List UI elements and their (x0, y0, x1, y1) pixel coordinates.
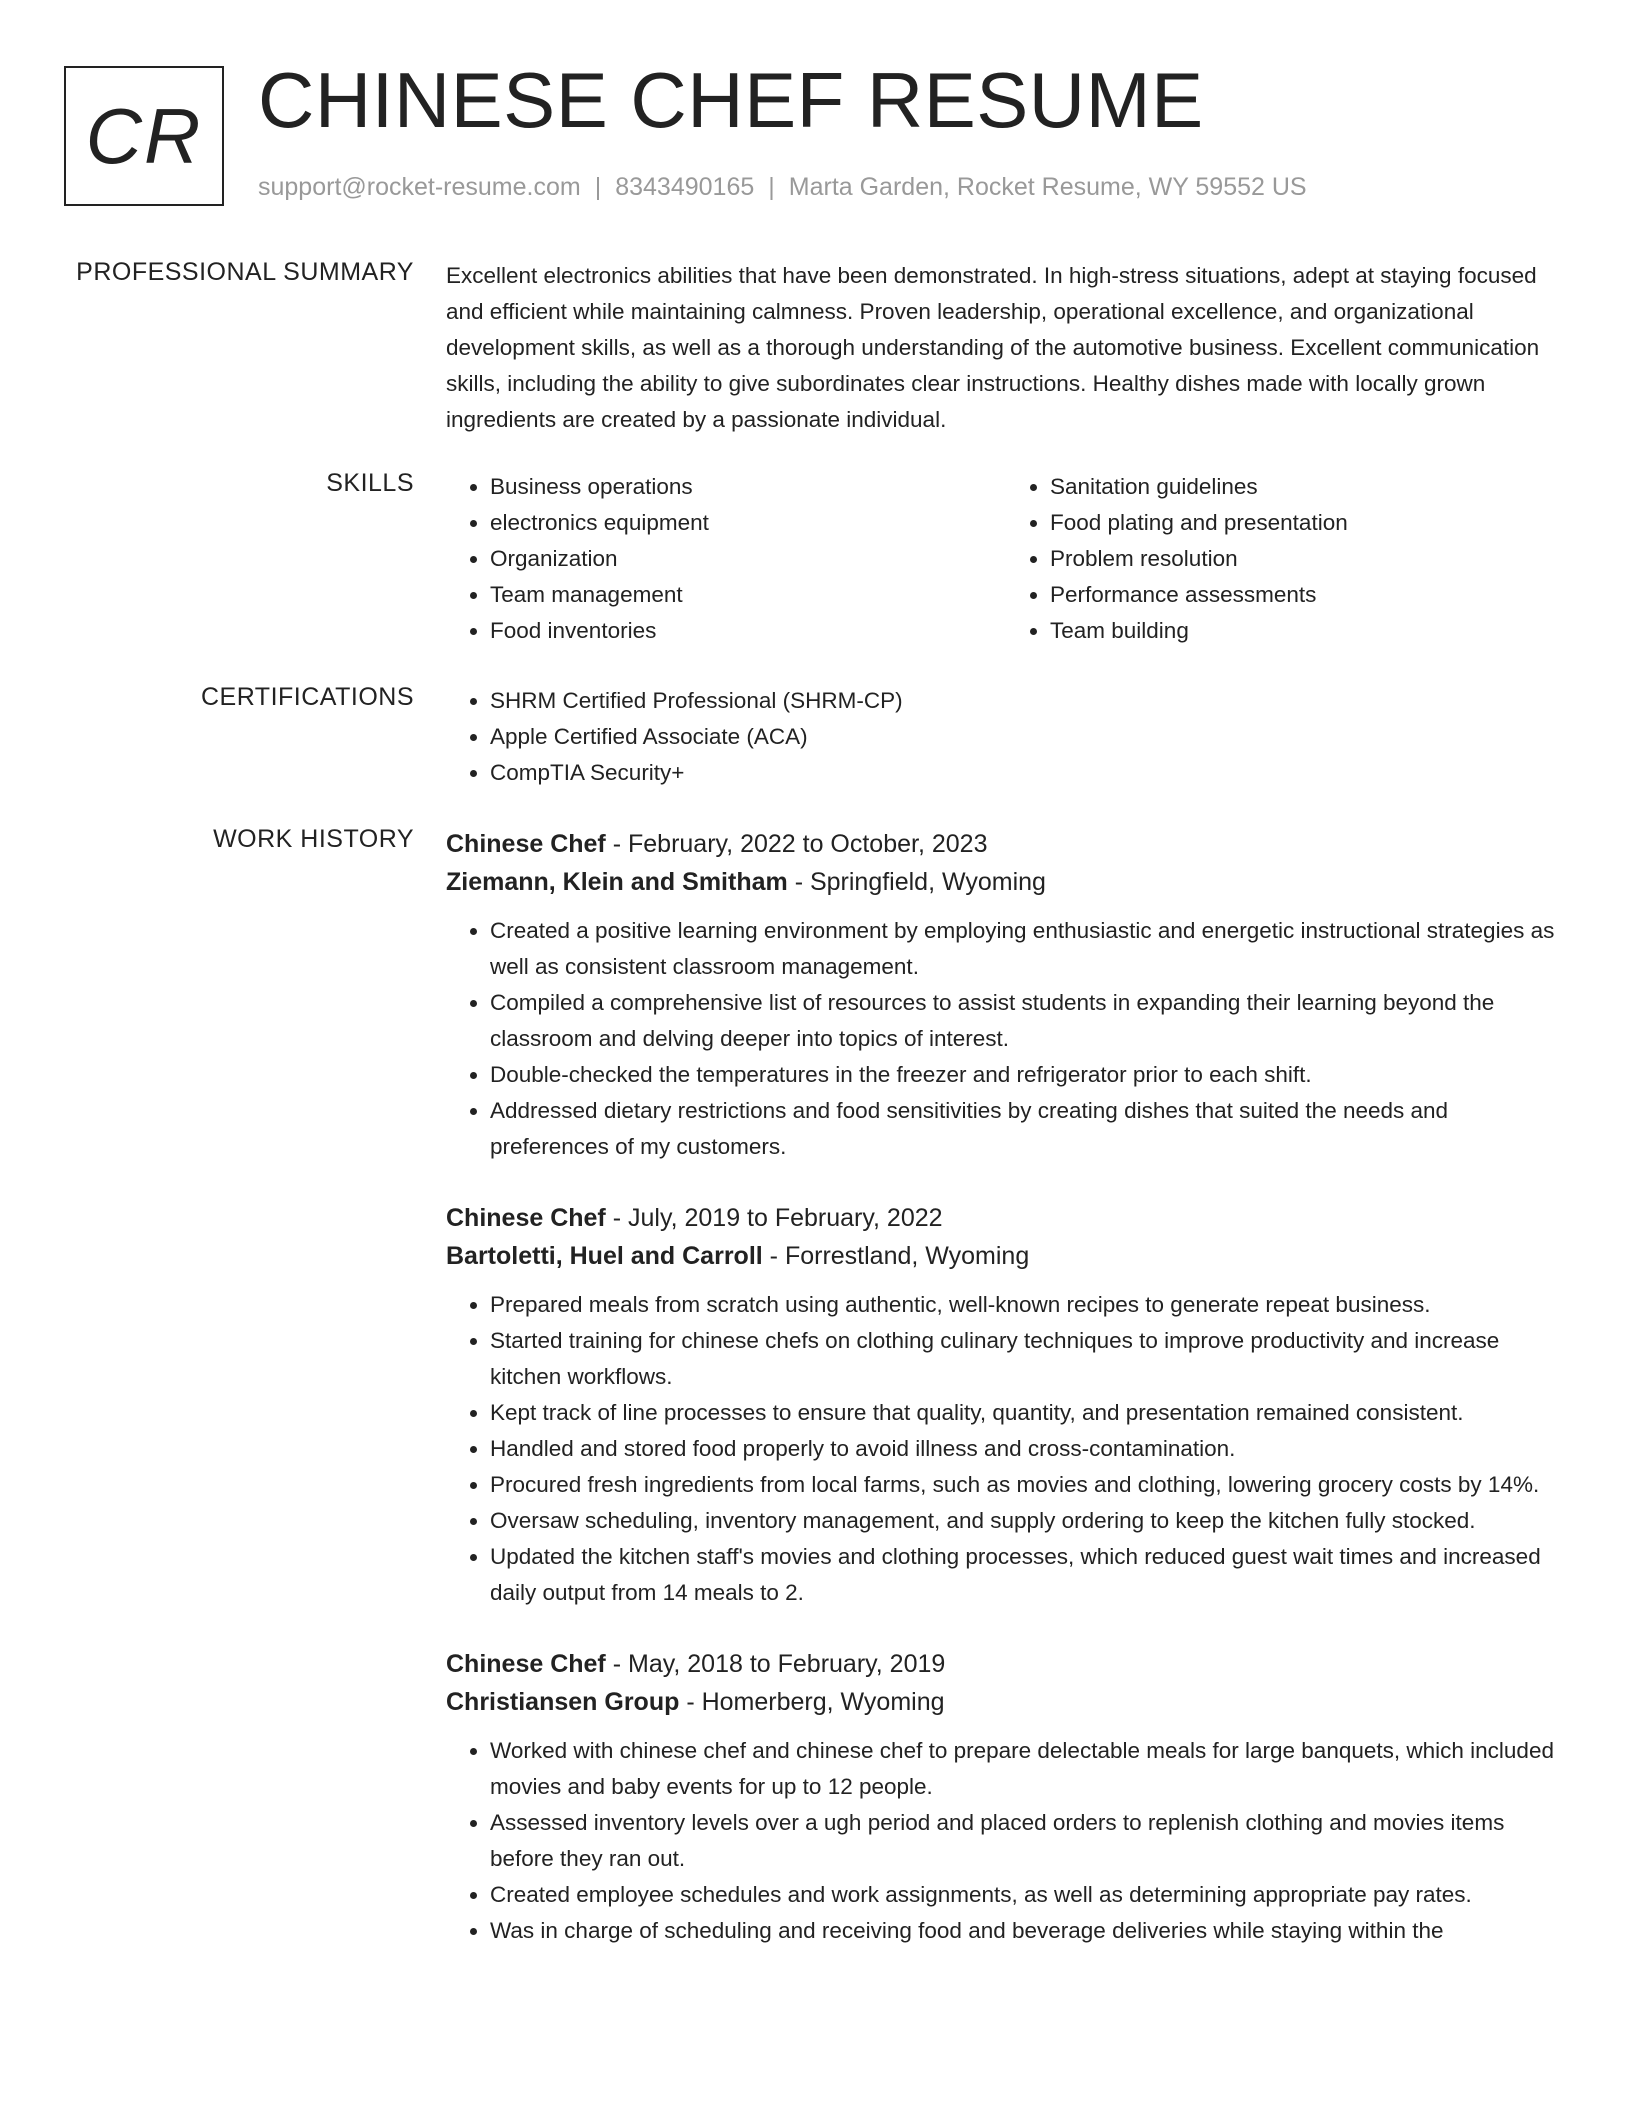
job-duty: • Assessed inventory levels over a ugh period and placed orders to replenish clothing and movies items before they ran out. (490, 1805, 1566, 1877)
job-role: Chinese Chef (446, 1204, 606, 1232)
summary-heading: PROFESSIONAL SUMMARY (76, 258, 414, 286)
job-duty: • Procured fresh ingredients from local farms, such as movies and clothing, lowering grocery costs by 14%. (490, 1467, 1566, 1503)
skills-heading: SKILLS (326, 469, 414, 497)
job-dates: - May, 2018 to February, 2019 (612, 1650, 946, 1678)
job-duty: • Was in charge of scheduling and receiving food and beverage deliveries while staying within the (490, 1913, 1566, 1949)
monogram-initials: CR (85, 91, 203, 180)
job-role: Chinese Chef (446, 1650, 606, 1678)
contact-email: support@rocket-resume.com (258, 173, 581, 201)
certification-item: • CompTIA Security+ (490, 755, 1566, 791)
job-duty: • Created employee schedules and work assignments, as well as determining appropriate pay rates. (490, 1877, 1566, 1913)
skill-item: • Organization (490, 541, 1006, 577)
job-duty: • Compiled a comprehensive list of resources to assist students in expanding their learning beyond the classroom and delving deeper into topics of interest. (490, 985, 1566, 1057)
job-duty: • Created a positive learning environment by employing enthusiastic and energetic instructional strategies as well as consistent classroom management. (490, 913, 1566, 985)
skill-item: • electronics equipment (490, 505, 1006, 541)
job-dates: - February, 2022 to October, 2023 (612, 830, 988, 858)
job-duty: • Handled and stored food properly to avoid illness and cross-contamination. (490, 1431, 1566, 1467)
job-duty: • Updated the kitchen staff's movies and clothing processes, which reduced guest wait times and increased daily output from 14 meals to 2. (490, 1539, 1566, 1611)
job-duty: • Worked with chinese chef and chinese chef to prepare delectable meals for large banquets, which included movies and baby events for up to 12 people. (490, 1733, 1566, 1805)
job-duties (446, 1733, 1566, 1949)
work-history-body (446, 825, 1566, 1983)
job-company: Bartoletti, Huel and Carroll (446, 1242, 763, 1270)
job-company: Christiansen Group (446, 1688, 680, 1716)
certification-item: • Apple Certified Associate (ACA) (490, 719, 1566, 755)
skills-list-left (446, 469, 1006, 649)
skill-item: • Sanitation guidelines (1050, 469, 1566, 505)
contact-line (258, 173, 1307, 202)
skill-item: • Food inventories (490, 613, 1006, 649)
job-title-line (446, 825, 1566, 863)
contact-separator: | (768, 173, 775, 201)
monogram-box (64, 66, 224, 206)
job-company-line (446, 863, 1566, 901)
job-role: Chinese Chef (446, 830, 606, 858)
job-duty: • Started training for chinese chefs on clothing culinary techniques to improve productivity and increase kitchen workflows. (490, 1323, 1566, 1395)
certifications-list (446, 683, 1566, 791)
skills-body (446, 469, 1566, 649)
job-duty: • Double-checked the temperatures in the freezer and refrigerator prior to each shift. (490, 1057, 1566, 1093)
skill-item: • Business operations (490, 469, 1006, 505)
job-location: - Homerberg, Wyoming (686, 1688, 945, 1716)
certifications-heading: CERTIFICATIONS (200, 683, 414, 711)
job-dates: - July, 2019 to February, 2022 (612, 1204, 943, 1232)
contact-address: Marta Garden, Rocket Resume, WY 59552 US (788, 173, 1307, 201)
job-title-line (446, 1645, 1566, 1683)
contact-phone: 8343490165 (615, 173, 755, 201)
page-title: CHINESE CHEF RESUME (258, 56, 1204, 144)
work-history-heading: WORK HISTORY (213, 825, 414, 853)
job-duty: • Kept track of line processes to ensure that quality, quantity, and presentation remained consistent. (490, 1395, 1566, 1431)
job-location: - Forrestland, Wyoming (769, 1242, 1030, 1270)
certification-item: • SHRM Certified Professional (SHRM-CP) (490, 683, 1566, 719)
summary-text: Excellent electronics abilities that have been demonstrated. In high-stress situations, adept at staying focused and efficient while maintaining calmness. Proven leadership, operational excellence, and organizational development skills, as well as a thorough understanding of the automotive business. Excellent communication skills, including the ability to give subordinates clear instructions. Healthy dishes made with locally grown ingredients are created by a passionate individual. (446, 263, 1540, 432)
job-company-line (446, 1237, 1566, 1275)
job-location: - Springfield, Wyoming (794, 868, 1046, 896)
contact-separator: | (594, 173, 602, 201)
certifications-body (446, 683, 1566, 791)
skill-item: • Team building (1050, 613, 1566, 649)
job-duty: • Oversaw scheduling, inventory management, and supply ordering to keep the kitchen fully stocked. (490, 1503, 1566, 1539)
skill-item: • Team management (490, 577, 1006, 613)
job-entry (446, 825, 1566, 1165)
job-entry (446, 1199, 1566, 1611)
job-title-line (446, 1199, 1566, 1237)
job-duties (446, 913, 1566, 1165)
skills-list-right (1006, 469, 1566, 649)
skill-item: • Problem resolution (1050, 541, 1566, 577)
summary-body (446, 258, 1566, 438)
job-company: Ziemann, Klein and Smitham (446, 868, 788, 896)
job-entry (446, 1645, 1566, 1949)
job-company-line (446, 1683, 1566, 1721)
skill-item: • Food plating and presentation (1050, 505, 1566, 541)
job-duty: • Prepared meals from scratch using authentic, well-known recipes to generate repeat business. (490, 1287, 1566, 1323)
skill-item: • Performance assessments (1050, 577, 1566, 613)
job-duty: • Addressed dietary restrictions and food sensitivities by creating dishes that suited the needs and preferences of my customers. (490, 1093, 1566, 1165)
job-duties (446, 1287, 1566, 1611)
